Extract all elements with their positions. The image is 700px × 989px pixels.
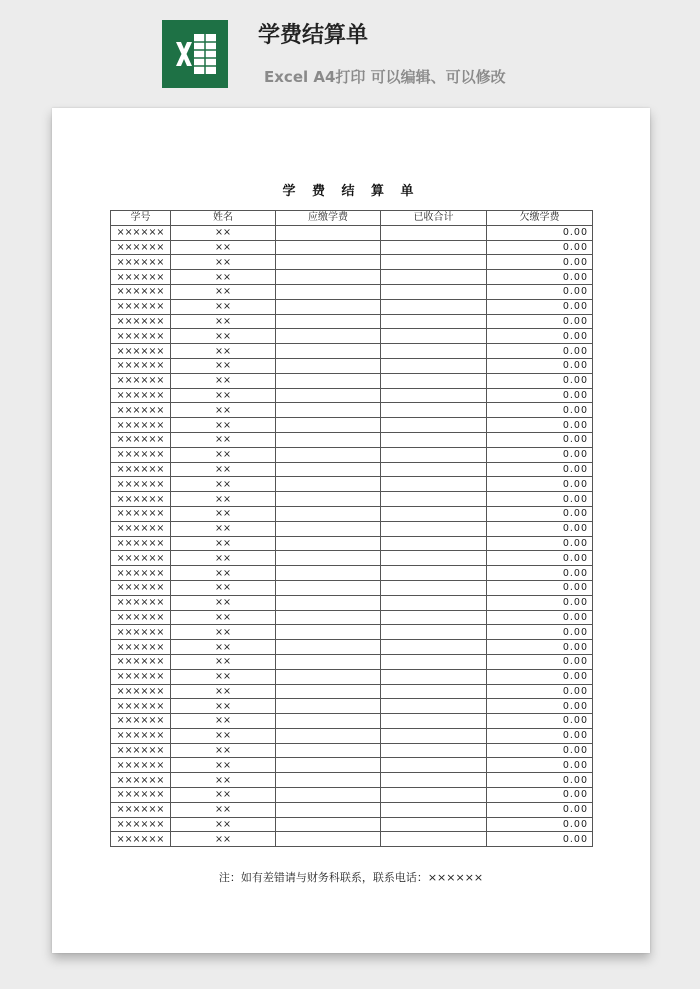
table-row [111, 654, 593, 669]
name-cell[interactable]: ×× [171, 743, 276, 758]
name-cell[interactable]: ×× [171, 284, 276, 299]
fee-table [110, 210, 593, 847]
fee-due-cell[interactable] [276, 566, 381, 581]
fee-owed-cell[interactable]: 0.00 [487, 654, 593, 669]
fee-owed-cell[interactable]: 0.00 [487, 270, 593, 285]
student-id-cell[interactable]: ×××××× [111, 714, 171, 729]
fee-owed-cell[interactable]: 0.00 [487, 551, 593, 566]
student-id-cell[interactable]: ×××××× [111, 447, 171, 462]
student-id-cell[interactable]: ×××××× [111, 566, 171, 581]
table-row [111, 566, 593, 581]
fee-owed-cell[interactable]: 0.00 [487, 595, 593, 610]
name-cell[interactable]: ×× [171, 728, 276, 743]
student-id-cell[interactable]: ×××××× [111, 758, 171, 773]
paid-total-cell[interactable] [381, 418, 487, 433]
fee-owed-cell[interactable]: 0.00 [487, 566, 593, 581]
table-row [111, 669, 593, 684]
student-id-cell[interactable]: ×××××× [111, 418, 171, 433]
table-row [111, 728, 593, 743]
paid-total-cell[interactable] [381, 802, 487, 817]
fee-due-cell[interactable] [276, 595, 381, 610]
paid-total-cell[interactable] [381, 551, 487, 566]
paid-total-cell[interactable] [381, 699, 487, 714]
fee-owed-cell[interactable]: 0.00 [487, 832, 593, 847]
table-row [111, 284, 593, 299]
header [0, 0, 700, 105]
student-id-cell[interactable]: ×××××× [111, 788, 171, 803]
table-header-row [111, 211, 593, 226]
fee-due-cell[interactable] [276, 758, 381, 773]
paid-total-cell[interactable] [381, 329, 487, 344]
fee-due-cell[interactable] [276, 802, 381, 817]
name-cell[interactable]: ×× [171, 477, 276, 492]
paid-total-cell[interactable] [381, 240, 487, 255]
paid-total-cell[interactable] [381, 832, 487, 847]
table-row [111, 255, 593, 270]
name-cell[interactable]: ×× [171, 536, 276, 551]
table-row [111, 758, 593, 773]
paid-total-cell[interactable] [381, 225, 487, 240]
table-row [111, 314, 593, 329]
fee-due-cell[interactable] [276, 358, 381, 373]
fee-due-cell[interactable] [276, 284, 381, 299]
fee-due-cell[interactable] [276, 684, 381, 699]
fee-owed-cell[interactable]: 0.00 [487, 773, 593, 788]
paid-total-cell[interactable] [381, 314, 487, 329]
student-id-cell[interactable]: ×××××× [111, 225, 171, 240]
table-row [111, 595, 593, 610]
table-row [111, 462, 593, 477]
fee-owed-cell[interactable]: 0.00 [487, 625, 593, 640]
paid-total-cell[interactable] [381, 625, 487, 640]
paid-total-cell[interactable] [381, 521, 487, 536]
fee-owed-cell[interactable]: 0.00 [487, 329, 593, 344]
name-cell[interactable]: ×× [171, 714, 276, 729]
student-id-cell[interactable]: ×××××× [111, 255, 171, 270]
name-cell[interactable]: ×× [171, 403, 276, 418]
name-cell[interactable]: ×× [171, 447, 276, 462]
name-cell[interactable]: ×× [171, 240, 276, 255]
table-row [111, 477, 593, 492]
paid-total-cell[interactable] [381, 432, 487, 447]
fee-due-cell[interactable] [276, 329, 381, 344]
name-cell[interactable]: ×× [171, 802, 276, 817]
name-cell[interactable]: ×× [171, 566, 276, 581]
student-id-cell[interactable]: ×××××× [111, 506, 171, 521]
table-row [111, 773, 593, 788]
name-cell[interactable]: ×× [171, 817, 276, 832]
student-id-cell[interactable]: ×××××× [111, 773, 171, 788]
fee-owed-cell[interactable]: 0.00 [487, 640, 593, 655]
fee-due-cell[interactable] [276, 344, 381, 359]
fee-due-cell[interactable] [276, 551, 381, 566]
paid-total-cell[interactable] [381, 758, 487, 773]
table-row [111, 521, 593, 536]
student-id-cell[interactable]: ×××××× [111, 728, 171, 743]
student-id-cell[interactable]: ×××××× [111, 802, 171, 817]
name-cell[interactable]: ×× [171, 462, 276, 477]
fee-due-cell[interactable] [276, 610, 381, 625]
paid-total-cell[interactable] [381, 344, 487, 359]
fee-due-cell[interactable] [276, 743, 381, 758]
table-row [111, 358, 593, 373]
fee-owed-cell[interactable]: 0.00 [487, 743, 593, 758]
fee-owed-cell[interactable]: 0.00 [487, 684, 593, 699]
name-cell[interactable]: ×× [171, 684, 276, 699]
fee-owed-cell[interactable]: 0.00 [487, 492, 593, 507]
fee-due-cell[interactable] [276, 817, 381, 832]
column-header-paid-total: 已收合计 [381, 211, 487, 226]
paid-total-cell[interactable] [381, 255, 487, 270]
table-row [111, 329, 593, 344]
paid-total-cell[interactable] [381, 580, 487, 595]
fee-due-cell[interactable] [276, 388, 381, 403]
paid-total-cell[interactable] [381, 728, 487, 743]
fee-due-cell[interactable] [276, 477, 381, 492]
table-row [111, 240, 593, 255]
fee-owed-cell[interactable]: 0.00 [487, 358, 593, 373]
fee-owed-cell[interactable]: 0.00 [487, 225, 593, 240]
page-subtitle: Excel A4打印 可以编辑、可以修改 [264, 68, 506, 86]
fee-due-cell[interactable] [276, 225, 381, 240]
name-cell[interactable]: ×× [171, 492, 276, 507]
name-cell[interactable]: ×× [171, 329, 276, 344]
fee-due-cell[interactable] [276, 788, 381, 803]
paid-total-cell[interactable] [381, 714, 487, 729]
table-row [111, 373, 593, 388]
fee-due-cell[interactable] [276, 314, 381, 329]
table-row [111, 832, 593, 847]
fee-owed-cell[interactable]: 0.00 [487, 477, 593, 492]
table-row [111, 625, 593, 640]
name-cell[interactable]: ×× [171, 521, 276, 536]
document-title: 学 费 结 算 单 [282, 184, 420, 199]
fee-due-cell[interactable] [276, 640, 381, 655]
student-id-cell[interactable]: ×××××× [111, 817, 171, 832]
paid-total-cell[interactable] [381, 817, 487, 832]
name-cell[interactable]: ×× [171, 299, 276, 314]
table-row [111, 714, 593, 729]
table-row [111, 788, 593, 803]
table-row [111, 580, 593, 595]
fee-owed-cell[interactable]: 0.00 [487, 521, 593, 536]
student-id-cell[interactable]: ×××××× [111, 551, 171, 566]
fee-due-cell[interactable] [276, 240, 381, 255]
student-id-cell[interactable]: ×××××× [111, 640, 171, 655]
fee-due-cell[interactable] [276, 625, 381, 640]
fee-owed-cell[interactable]: 0.00 [487, 447, 593, 462]
fee-owed-cell[interactable]: 0.00 [487, 299, 593, 314]
table-row [111, 344, 593, 359]
paid-total-cell[interactable] [381, 270, 487, 285]
paid-total-cell[interactable] [381, 773, 487, 788]
fee-due-cell[interactable] [276, 536, 381, 551]
fee-owed-cell[interactable]: 0.00 [487, 506, 593, 521]
name-cell[interactable]: ×× [171, 255, 276, 270]
name-cell[interactable]: ×× [171, 506, 276, 521]
table-row [111, 388, 593, 403]
table-row [111, 447, 593, 462]
name-cell[interactable]: ×× [171, 699, 276, 714]
paid-total-cell[interactable] [381, 566, 487, 581]
paid-total-cell[interactable] [381, 358, 487, 373]
fee-owed-cell[interactable]: 0.00 [487, 728, 593, 743]
fee-owed-cell[interactable]: 0.00 [487, 610, 593, 625]
student-id-cell[interactable]: ×××××× [111, 684, 171, 699]
excel-icon [162, 20, 228, 88]
name-cell[interactable]: ×× [171, 358, 276, 373]
table-row [111, 270, 593, 285]
document-page [52, 108, 650, 953]
student-id-cell[interactable]: ×××××× [111, 462, 171, 477]
name-cell[interactable]: ×× [171, 610, 276, 625]
fee-owed-cell[interactable]: 0.00 [487, 699, 593, 714]
student-id-cell[interactable]: ×××××× [111, 432, 171, 447]
fee-owed-cell[interactable]: 0.00 [487, 432, 593, 447]
fee-due-cell[interactable] [276, 432, 381, 447]
paid-total-cell[interactable] [381, 492, 487, 507]
fee-due-cell[interactable] [276, 447, 381, 462]
table-row [111, 817, 593, 832]
name-cell[interactable]: ×× [171, 432, 276, 447]
table-row [111, 699, 593, 714]
student-id-cell[interactable]: ×××××× [111, 388, 171, 403]
name-cell[interactable]: ×× [171, 373, 276, 388]
table-row [111, 551, 593, 566]
table-row [111, 536, 593, 551]
fee-owed-cell[interactable]: 0.00 [487, 403, 593, 418]
student-id-cell[interactable]: ×××××× [111, 743, 171, 758]
name-cell[interactable]: ×× [171, 551, 276, 566]
column-header-fee-due: 应缴学费 [276, 211, 381, 226]
fee-due-cell[interactable] [276, 714, 381, 729]
name-cell[interactable]: ×× [171, 758, 276, 773]
paid-total-cell[interactable] [381, 743, 487, 758]
name-cell[interactable]: ×× [171, 654, 276, 669]
student-id-cell[interactable]: ×××××× [111, 492, 171, 507]
table-row [111, 743, 593, 758]
student-id-cell[interactable]: ×××××× [111, 699, 171, 714]
fee-owed-cell[interactable]: 0.00 [487, 802, 593, 817]
fee-due-cell[interactable] [276, 832, 381, 847]
fee-due-cell[interactable] [276, 699, 381, 714]
student-id-cell[interactable]: ×××××× [111, 299, 171, 314]
paid-total-cell[interactable] [381, 447, 487, 462]
fee-due-cell[interactable] [276, 580, 381, 595]
fee-due-cell[interactable] [276, 492, 381, 507]
fee-owed-cell[interactable]: 0.00 [487, 314, 593, 329]
table-row [111, 418, 593, 433]
student-id-cell[interactable]: ×××××× [111, 270, 171, 285]
column-header-student-id: 学号 [111, 211, 171, 226]
paid-total-cell[interactable] [381, 373, 487, 388]
student-id-cell[interactable]: ×××××× [111, 358, 171, 373]
page-title: 学费结算单 [258, 23, 369, 48]
fee-due-cell[interactable] [276, 299, 381, 314]
fee-due-cell[interactable] [276, 506, 381, 521]
fee-owed-cell[interactable]: 0.00 [487, 284, 593, 299]
name-cell[interactable]: ×× [171, 669, 276, 684]
paid-total-cell[interactable] [381, 299, 487, 314]
student-id-cell[interactable]: ×××××× [111, 329, 171, 344]
name-cell[interactable]: ×× [171, 640, 276, 655]
student-id-cell[interactable]: ×××××× [111, 521, 171, 536]
fee-owed-cell[interactable]: 0.00 [487, 240, 593, 255]
fee-due-cell[interactable] [276, 373, 381, 388]
table-row [111, 610, 593, 625]
student-id-cell[interactable]: ×××××× [111, 344, 171, 359]
fee-due-cell[interactable] [276, 418, 381, 433]
student-id-cell[interactable]: ×××××× [111, 832, 171, 847]
fee-owed-cell[interactable]: 0.00 [487, 373, 593, 388]
fee-owed-cell[interactable]: 0.00 [487, 536, 593, 551]
student-id-cell[interactable]: ×××××× [111, 373, 171, 388]
student-id-cell[interactable]: ×××××× [111, 477, 171, 492]
paid-total-cell[interactable] [381, 388, 487, 403]
paid-total-cell[interactable] [381, 654, 487, 669]
fee-owed-cell[interactable]: 0.00 [487, 255, 593, 270]
paid-total-cell[interactable] [381, 610, 487, 625]
student-id-cell[interactable]: ×××××× [111, 654, 171, 669]
student-id-cell[interactable]: ×××××× [111, 610, 171, 625]
fee-due-cell[interactable] [276, 654, 381, 669]
paid-total-cell[interactable] [381, 684, 487, 699]
name-cell[interactable]: ×× [171, 225, 276, 240]
fee-owed-cell[interactable]: 0.00 [487, 817, 593, 832]
fee-owed-cell[interactable]: 0.00 [487, 788, 593, 803]
student-id-cell[interactable]: ×××××× [111, 314, 171, 329]
paid-total-cell[interactable] [381, 595, 487, 610]
fee-owed-cell[interactable]: 0.00 [487, 462, 593, 477]
name-cell[interactable]: ×× [171, 788, 276, 803]
paid-total-cell[interactable] [381, 477, 487, 492]
fee-due-cell[interactable] [276, 403, 381, 418]
fee-due-cell[interactable] [276, 669, 381, 684]
student-id-cell[interactable]: ×××××× [111, 595, 171, 610]
paid-total-cell[interactable] [381, 462, 487, 477]
table-row [111, 640, 593, 655]
student-id-cell[interactable]: ×××××× [111, 580, 171, 595]
fee-due-cell[interactable] [276, 255, 381, 270]
fee-due-cell[interactable] [276, 270, 381, 285]
student-id-cell[interactable]: ×××××× [111, 536, 171, 551]
column-header-name: 姓名 [171, 211, 276, 226]
fee-owed-cell[interactable]: 0.00 [487, 580, 593, 595]
name-cell[interactable]: ×× [171, 270, 276, 285]
paid-total-cell[interactable] [381, 403, 487, 418]
student-id-cell[interactable]: ×××××× [111, 625, 171, 640]
fee-owed-cell[interactable]: 0.00 [487, 418, 593, 433]
fee-owed-cell[interactable]: 0.00 [487, 344, 593, 359]
table-row [111, 432, 593, 447]
name-cell[interactable]: ×× [171, 832, 276, 847]
fee-owed-cell[interactable]: 0.00 [487, 388, 593, 403]
student-id-cell[interactable]: ×××××× [111, 240, 171, 255]
name-cell[interactable]: ×× [171, 595, 276, 610]
fee-owed-cell[interactable]: 0.00 [487, 669, 593, 684]
name-cell[interactable]: ×× [171, 625, 276, 640]
contact-note: 注：如有差错请与财务科联系，联系电话：×××××× [218, 871, 484, 884]
table-row [111, 299, 593, 314]
name-cell[interactable]: ×× [171, 344, 276, 359]
table-row [111, 802, 593, 817]
name-cell[interactable]: ×× [171, 418, 276, 433]
fee-owed-cell[interactable]: 0.00 [487, 714, 593, 729]
paid-total-cell[interactable] [381, 669, 487, 684]
paid-total-cell[interactable] [381, 536, 487, 551]
student-id-cell[interactable]: ×××××× [111, 403, 171, 418]
paid-total-cell[interactable] [381, 506, 487, 521]
table-row [111, 225, 593, 240]
fee-due-cell[interactable] [276, 773, 381, 788]
name-cell[interactable]: ×× [171, 388, 276, 403]
paid-total-cell[interactable] [381, 788, 487, 803]
fee-due-cell[interactable] [276, 462, 381, 477]
fee-due-cell[interactable] [276, 521, 381, 536]
student-id-cell[interactable]: ×××××× [111, 284, 171, 299]
name-cell[interactable]: ×× [171, 580, 276, 595]
table-row [111, 506, 593, 521]
table-row [111, 403, 593, 418]
fee-due-cell[interactable] [276, 728, 381, 743]
name-cell[interactable]: ×× [171, 773, 276, 788]
paid-total-cell[interactable] [381, 640, 487, 655]
student-id-cell[interactable]: ×××××× [111, 669, 171, 684]
table-row [111, 492, 593, 507]
fee-owed-cell[interactable]: 0.00 [487, 758, 593, 773]
table-row [111, 684, 593, 699]
paid-total-cell[interactable] [381, 284, 487, 299]
column-header-fee-owed: 欠缴学费 [487, 211, 593, 226]
name-cell[interactable]: ×× [171, 314, 276, 329]
